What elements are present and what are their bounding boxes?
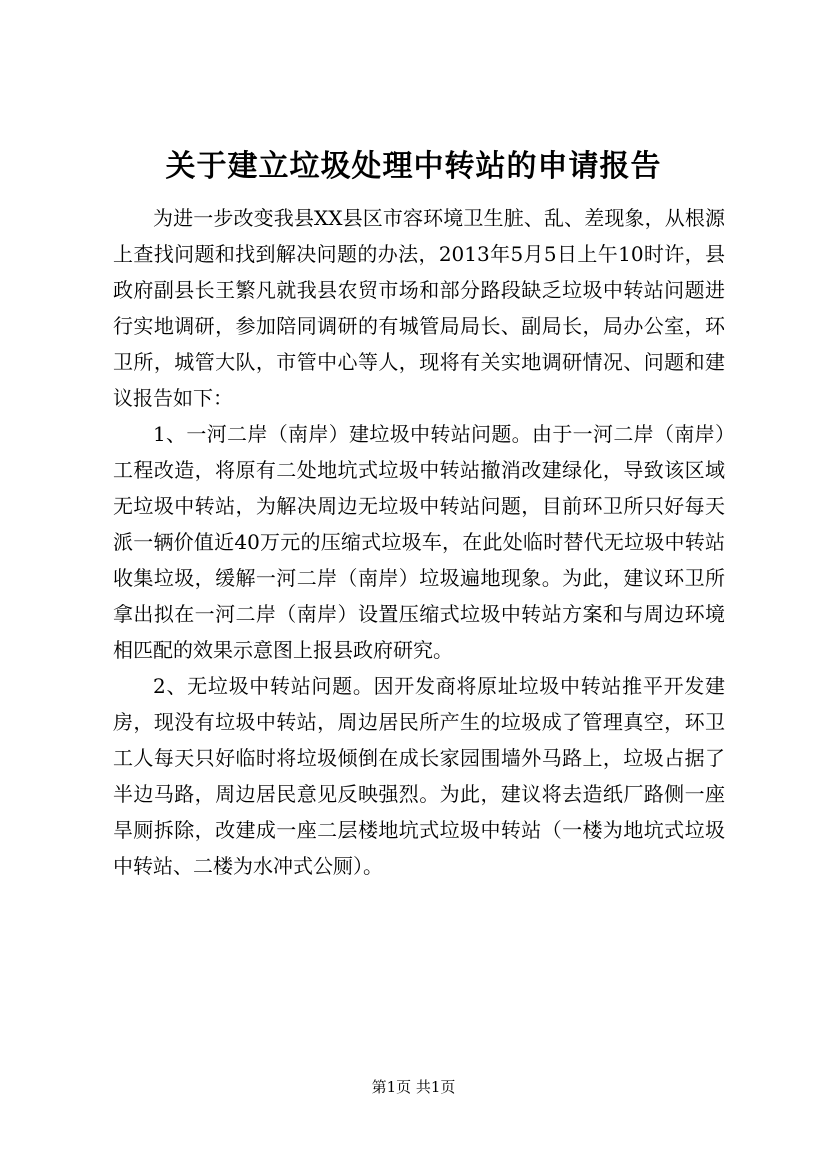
paragraph-item-1: 1、一河二岸（南岸）建垃圾中转站问题。由于一河二岸（南岸）工程改造，将原有二处地坑式垃圾中转站撤消改建绿化，导致该区域无垃圾中转站，为解决周边无垃圾中转站问题，目前环卫所只好每天派一辆价值近40万元的压缩式垃圾车，在此处临时替代无垃圾中转站收集垃圾，缓解一河二岸（南岸）垃圾遍地现象。为此，建议环卫所拿出拟在一河二岸（南岸）设置压缩式垃圾中转站方案和与周边环境相匹配的效果示意图上报县政府研究。 bbox=[113, 422, 725, 662]
document-body bbox=[113, 200, 725, 884]
paragraph-intro: 为进一步改变我县XX县区市容环境卫生脏、乱、差现象，从根源上查找问题和找到解决问题的办法，2013年5月5日上午10时许，县政府副县长王繁凡就我县农贸市场和部分路段缺乏垃圾中转站问题进行实地调研，参加陪同调研的有城管局局长、副局长，局办公室，环卫所，城管大队，市管中心等人，现将有关实地调研情况、问题和建议报告如下： bbox=[113, 206, 725, 410]
paragraph-item-2: 2、无垃圾中转站问题。因开发商将原址垃圾中转站推平开发建房，现没有垃圾中转站，周边居民所产生的垃圾成了管理真空，环卫工人每天只好临时将垃圾倾倒在成长家园围墙外马路上，垃圾占据了半边马路，周边居民意见反映强烈。为此，建议将去造纸厂路侧一座旱厕拆除，改建成一座二层楼地坑式垃圾中转站（一楼为地坑式垃圾中转站、二楼为水冲式公厕）。 bbox=[113, 674, 725, 878]
page-footer: 第1页 共1页 bbox=[371, 1078, 456, 1096]
document-title: 关于建立垃圾处理中转站的申请报告 bbox=[165, 149, 662, 184]
